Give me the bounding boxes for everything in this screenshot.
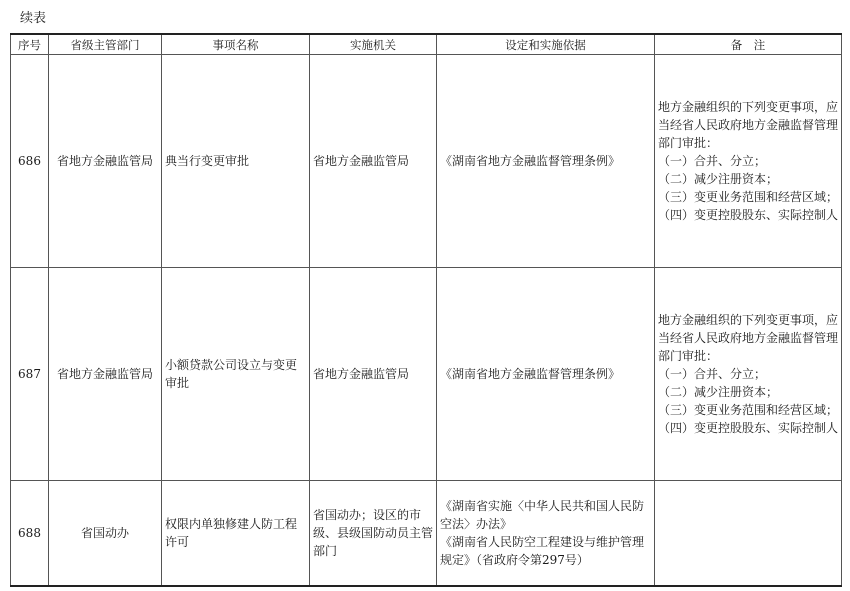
cell-legal-basis — [437, 268, 655, 481]
cell-item-name: 典当行变更审批 — [162, 55, 310, 268]
remark-line: （二）减少注册资本； — [658, 172, 779, 186]
cell-serial-no: 686 — [11, 55, 49, 268]
cell-item-name: 小额贷款公司设立与变更审批 — [162, 268, 310, 481]
cell-department: 省国动办 — [49, 481, 162, 587]
header-department: 省级主管部门 — [49, 34, 162, 55]
regulation-table — [10, 33, 842, 587]
cell-remarks — [655, 481, 842, 587]
cell-legal-basis — [437, 481, 655, 587]
header-serial-no: 序号 — [11, 34, 49, 55]
cell-serial-no: 688 — [11, 481, 49, 587]
basis-line: 《湖南省人民防空工程建设与维护管理规定》（省政府令第297号） — [440, 535, 645, 567]
header-implementing-agency: 实施机关 — [310, 34, 437, 55]
table-row — [11, 481, 842, 587]
cell-department: 省地方金融监管局 — [49, 55, 162, 268]
cell-implementing-agency: 省地方金融监管局 — [310, 268, 437, 481]
cell-legal-basis — [437, 55, 655, 268]
continued-table-caption: 续表 — [20, 11, 47, 26]
remark-line: （一）合并、分立； — [658, 154, 767, 168]
cell-implementing-agency: 省国动办；设区的市级、县级国防动员主管部门 — [310, 481, 437, 587]
table-row — [11, 55, 842, 268]
basis-line: 《湖南省实施〈中华人民共和国人民防空法〉办法》 — [440, 499, 645, 531]
remark-line: 地方金融组织的下列变更事项，应当经省人民政府地方金融监督管理部门审批： — [658, 100, 839, 150]
cell-serial-no: 687 — [11, 268, 49, 481]
cell-item-name: 权限内单独修建人防工程许可 — [162, 481, 310, 587]
remark-line: （四）变更控股股东、实际控制人 — [658, 421, 839, 435]
cell-remarks — [655, 268, 842, 481]
table-header-row — [11, 34, 842, 55]
header-legal-basis: 设定和实施依据 — [437, 34, 655, 55]
remark-line: （四）变更控股股东、实际控制人 — [658, 208, 839, 222]
remark-line: （三）变更业务范围和经营区域； — [658, 190, 839, 204]
table-row — [11, 268, 842, 481]
remark-line: 地方金融组织的下列变更事项，应当经省人民政府地方金融监督管理部门审批： — [658, 313, 839, 363]
header-remarks: 备 注 — [655, 34, 842, 55]
remark-line: （三）变更业务范围和经营区域； — [658, 403, 839, 417]
remark-line: （一）合并、分立； — [658, 367, 767, 381]
cell-remarks — [655, 55, 842, 268]
remark-line: （二）减少注册资本； — [658, 385, 779, 399]
basis-line: 《湖南省地方金融监督管理条例》 — [440, 367, 621, 381]
header-item-name: 事项名称 — [162, 34, 310, 55]
basis-line: 《湖南省地方金融监督管理条例》 — [440, 154, 621, 168]
cell-department: 省地方金融监管局 — [49, 268, 162, 481]
cell-implementing-agency: 省地方金融监管局 — [310, 55, 437, 268]
